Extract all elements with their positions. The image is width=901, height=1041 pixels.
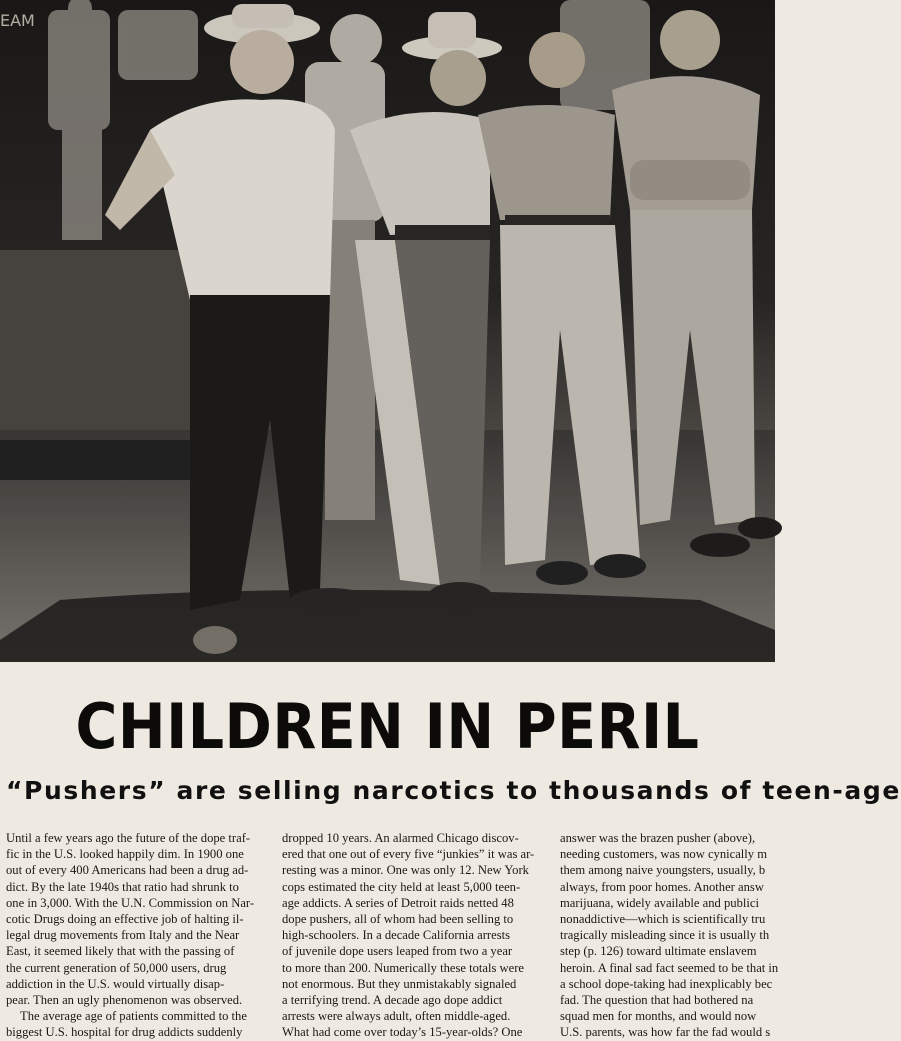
column-line: heroin. A final sad fact seemed to be that in bbox=[560, 960, 779, 975]
column-line: Until a few years ago the future of the dope traf- bbox=[6, 831, 251, 845]
column-line: The average age of patients committed to the bbox=[20, 1009, 247, 1024]
column-line: out of every 400 Americans had been a drug ad- bbox=[6, 863, 249, 878]
column-line: East, it seemed likely that with the passing of bbox=[6, 944, 235, 959]
column-line: fad. The question that had bothered na bbox=[560, 993, 754, 1008]
headline: CHILDREN IN PERIL bbox=[75, 690, 700, 763]
column-1 bbox=[6, 830, 256, 1040]
column-line: arrests were always adult, often middle-aged. bbox=[282, 1009, 511, 1024]
column-line: high-schoolers. In a decade California arrests bbox=[282, 928, 510, 943]
column-line: dict. By the late 1940s that ratio had shrunk to bbox=[6, 879, 239, 894]
column-line: not enormous. But they unmistakably signaled bbox=[282, 976, 517, 991]
column-line: legal drug movements from Italy and the Near bbox=[6, 928, 240, 943]
column-line: resting was a minor. One was only 12. New York bbox=[282, 863, 529, 878]
subhead: “Pushers” are selling narcotics to thousands of teen-age bbox=[6, 776, 901, 805]
column-line: a terrifying trend. A decade ago dope addict bbox=[282, 993, 503, 1008]
column-line: always, from poor homes. Another answ bbox=[560, 879, 764, 894]
column-line: squad men for months, and would now bbox=[560, 1009, 757, 1024]
column-line: nonaddictive—which is scientifically tru bbox=[560, 912, 766, 927]
column-2 bbox=[282, 830, 535, 1040]
column-line: tragically misleading since it is usually th bbox=[560, 928, 770, 943]
article-text-block bbox=[0, 662, 901, 1040]
column-line: ered that one out of every five “junkies” it was ar- bbox=[282, 847, 535, 862]
column-line: a school dope-taking had inexplicably bec bbox=[560, 976, 773, 991]
column-line: cops estimated the city held at least 5,000 teen- bbox=[282, 879, 521, 894]
column-line: needing customers, was now cynically m bbox=[560, 847, 768, 862]
column-line: What had come over today’s 15-year-olds? One bbox=[282, 1025, 523, 1040]
column-line: addiction in the U.S. would virtually disap- bbox=[6, 976, 225, 991]
background-sign: EAM bbox=[0, 11, 35, 30]
column-line: the current generation of 50,000 users, drug bbox=[6, 960, 227, 975]
column-3 bbox=[560, 830, 779, 1040]
column-line: one in 3,000. With the U.N. Commission on Nar- bbox=[6, 895, 255, 910]
column-line: biggest U.S. hospital for drug addicts suddenly bbox=[6, 1025, 243, 1040]
column-line: dropped 10 years. An alarmed Chicago discov- bbox=[282, 831, 519, 845]
column-line: answer was the brazen pusher (above), bbox=[560, 831, 756, 845]
column-line: them among naive youngsters, usually, b bbox=[560, 863, 766, 878]
column-line: dope pushers, all of whom had been selling to bbox=[282, 912, 514, 927]
column-line: marijuana, widely available and publici bbox=[560, 895, 759, 910]
column-line: of juvenile dope users leaped from two a year bbox=[282, 944, 513, 959]
column-line: age addicts. A series of Detroit raids netted 48 bbox=[282, 895, 514, 910]
column-line: pear. Then an ugly phenomenon was observed. bbox=[6, 993, 243, 1008]
column-line: to more than 200. Numerically these totals were bbox=[282, 960, 525, 975]
column-line: cotic Drugs doing an effective job of halting il- bbox=[6, 912, 244, 927]
column-line: fic in the U.S. looked happily dim. In 1900 one bbox=[6, 847, 244, 862]
column-line: step (p. 126) toward ultimate enslavem bbox=[560, 944, 757, 959]
column-line: U.S. parents, was how far the fad would s bbox=[560, 1025, 771, 1040]
